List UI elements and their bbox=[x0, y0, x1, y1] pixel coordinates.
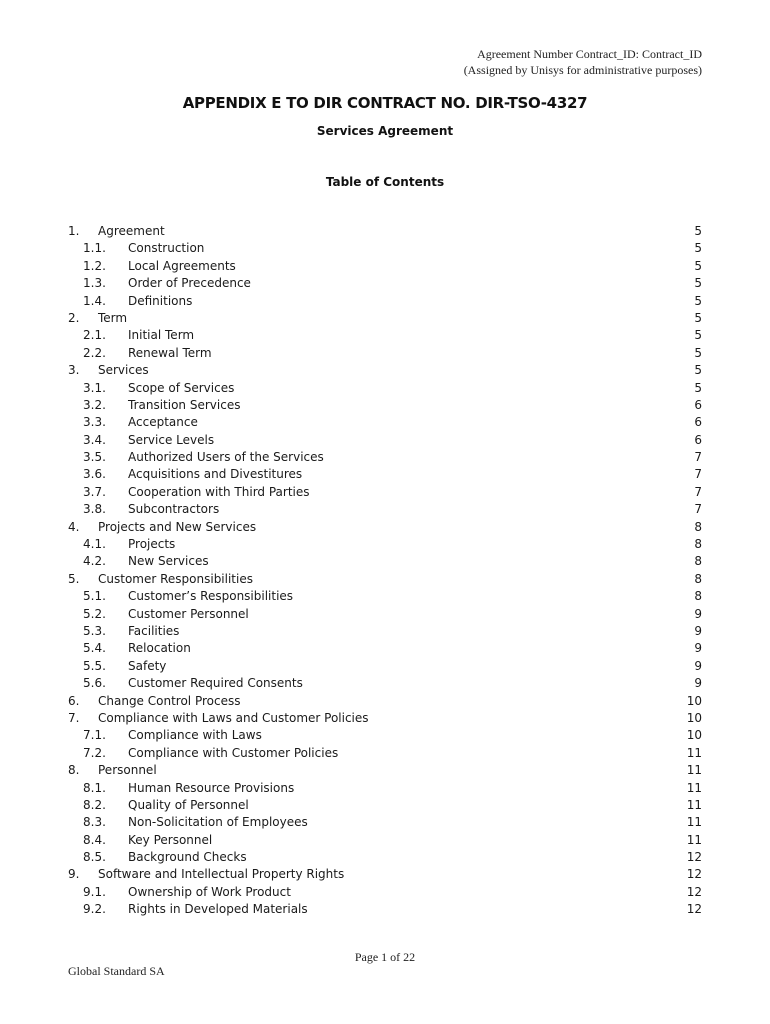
page-number: Page 1 of 22 bbox=[354, 950, 416, 964]
toc-entry-title[interactable]: Scope of Services bbox=[128, 380, 235, 395]
toc-subsection[interactable] bbox=[68, 327, 702, 344]
toc-entry-number: 7. bbox=[68, 710, 80, 725]
toc-subsection[interactable] bbox=[68, 849, 702, 866]
toc-entry-page: 6 bbox=[694, 397, 702, 412]
toc-entry-number: 1.2. bbox=[83, 258, 106, 273]
toc-entry-title[interactable]: Relocation bbox=[128, 641, 191, 656]
toc-entry-page: 8 bbox=[694, 537, 702, 552]
toc-subsection[interactable] bbox=[68, 884, 702, 901]
toc-entry-title[interactable]: Renewal Term bbox=[128, 345, 212, 360]
toc-entry-page: 8 bbox=[694, 571, 702, 586]
toc-entry-number: 1.1. bbox=[83, 241, 106, 256]
toc-entry-number: 5.6. bbox=[83, 676, 106, 691]
toc-subsection[interactable] bbox=[68, 536, 702, 553]
toc-subsection[interactable] bbox=[68, 293, 702, 310]
toc-entry-title[interactable]: Facilities bbox=[128, 623, 180, 638]
toc-entry-page: 9 bbox=[694, 641, 702, 656]
toc-entry-number: 5.4. bbox=[83, 641, 106, 656]
toc-entry-page: 5 bbox=[694, 224, 702, 238]
toc-entry-page: 11 bbox=[686, 797, 702, 812]
toc-entry-number: 3.7. bbox=[83, 484, 106, 499]
toc-entry-number: 4.2. bbox=[83, 554, 106, 569]
toc-subsection[interactable] bbox=[68, 484, 702, 501]
toc-entry-title[interactable]: Initial Term bbox=[128, 328, 195, 343]
toc-section[interactable] bbox=[68, 223, 702, 240]
toc-entry-title[interactable]: Personnel bbox=[98, 763, 157, 778]
toc-entry-title[interactable]: Human Resource Provisions bbox=[128, 780, 295, 795]
agreement-number: Agreement Number Contract_ID: Contract_ID bbox=[477, 47, 702, 61]
toc-subsection[interactable] bbox=[68, 814, 702, 831]
toc-subsection[interactable] bbox=[68, 832, 702, 849]
toc-entry-title[interactable]: Cooperation with Third Parties bbox=[128, 484, 310, 499]
toc-entry-title[interactable]: Acquisitions and Divestitures bbox=[128, 467, 303, 482]
toc-entry-page: 5 bbox=[694, 258, 702, 273]
toc-entry-title[interactable]: Customer’s Responsibilities bbox=[128, 589, 294, 604]
toc-entry-number: 3.2. bbox=[83, 397, 106, 412]
toc-entry-number: 8.1. bbox=[83, 780, 106, 795]
toc-section[interactable] bbox=[68, 362, 702, 379]
toc-entry-title[interactable]: Construction bbox=[128, 241, 205, 256]
toc-entry-number: 5.5. bbox=[83, 658, 106, 673]
toc-entry-page: 11 bbox=[686, 763, 702, 778]
toc-entry-title[interactable]: Projects bbox=[128, 537, 176, 552]
document-title: APPENDIX E TO DIR CONTRACT NO. DIR-TSO-4327 bbox=[182, 94, 588, 112]
toc-entry-number: 3.1. bbox=[83, 380, 106, 395]
toc-entry-title[interactable]: Definitions bbox=[128, 293, 193, 308]
toc-entry-number: 8.2. bbox=[83, 797, 106, 812]
toc-subsection[interactable] bbox=[68, 240, 702, 257]
toc-entry-page: 5 bbox=[694, 345, 702, 360]
toc-entry-page: 8 bbox=[694, 589, 702, 604]
toc-subsection[interactable] bbox=[68, 397, 702, 414]
toc-entry-title[interactable]: Customer Responsibilities bbox=[98, 571, 253, 586]
toc-entry-title[interactable]: Customer Personnel bbox=[128, 606, 249, 621]
toc-subsection[interactable] bbox=[68, 449, 702, 466]
toc-subsection[interactable] bbox=[68, 466, 702, 483]
toc-entry-title[interactable]: Agreement bbox=[98, 224, 165, 238]
toc-subsection[interactable] bbox=[68, 675, 702, 692]
toc-entry-page: 10 bbox=[686, 710, 702, 725]
toc-entry-page: 11 bbox=[686, 815, 702, 830]
assignment-note: (Assigned by Unisys for administrative purposes) bbox=[463, 63, 702, 77]
toc-entry-page: 9 bbox=[694, 623, 702, 638]
toc-entry-number: 3.3. bbox=[83, 415, 106, 430]
toc-entry-title[interactable]: Projects and New Services bbox=[98, 519, 257, 534]
toc-entry-number: 8.5. bbox=[83, 850, 106, 865]
toc-entry-number: 5.2. bbox=[83, 606, 106, 621]
toc-entry-page: 11 bbox=[686, 780, 702, 795]
toc-entry-number: 4.1. bbox=[83, 537, 106, 552]
toc-entry-number: 3.4. bbox=[83, 432, 106, 447]
toc-entry-title[interactable]: Quality of Personnel bbox=[128, 797, 249, 812]
toc-entry-number: 2.2. bbox=[83, 345, 106, 360]
toc-subsection[interactable] bbox=[68, 501, 702, 518]
toc-entry-page: 7 bbox=[694, 502, 702, 517]
toc-section[interactable] bbox=[68, 310, 702, 327]
toc-entry-page: 10 bbox=[686, 693, 702, 708]
toc-entry-number: 8. bbox=[68, 763, 80, 778]
toc-entry-page: 10 bbox=[686, 728, 702, 743]
toc-subsection[interactable] bbox=[68, 640, 702, 657]
toc-entry-page: 12 bbox=[686, 867, 702, 882]
toc-section[interactable] bbox=[68, 519, 702, 536]
toc-subsection[interactable] bbox=[68, 745, 702, 762]
toc-subsection[interactable] bbox=[68, 432, 702, 449]
toc-entry-page: 7 bbox=[694, 467, 702, 482]
toc-entry-title[interactable]: Customer Required Consents bbox=[128, 676, 303, 691]
toc-entry-page: 12 bbox=[686, 850, 702, 865]
toc-entry-page: 5 bbox=[694, 380, 702, 395]
toc-entry-number: 1. bbox=[68, 224, 80, 238]
toc-entry-number: 5.3. bbox=[83, 623, 106, 638]
toc-entry-title[interactable]: Rights in Developed Materials bbox=[128, 902, 308, 917]
toc-entry-title[interactable]: Key Personnel bbox=[128, 832, 213, 847]
toc-subsection[interactable] bbox=[68, 780, 702, 797]
toc-entry-title[interactable]: Software and Intellectual Property Rights bbox=[98, 867, 345, 882]
toc-subsection[interactable] bbox=[68, 606, 702, 623]
toc-entry-title[interactable]: Services bbox=[98, 363, 149, 378]
toc-subsection[interactable] bbox=[68, 380, 702, 397]
toc-section[interactable] bbox=[68, 710, 702, 727]
toc-entry-page: 12 bbox=[686, 902, 702, 917]
toc-entry-page: 6 bbox=[694, 415, 702, 430]
toc-subsection[interactable] bbox=[68, 553, 702, 570]
toc-entry-title[interactable]: Change Control Process bbox=[98, 693, 241, 708]
toc-subsection[interactable] bbox=[68, 901, 702, 918]
toc-heading: Table of Contents bbox=[325, 175, 445, 189]
toc-entry-title[interactable]: Transition Services bbox=[128, 397, 241, 412]
toc-subsection[interactable] bbox=[68, 275, 702, 292]
table-of-contents bbox=[68, 223, 702, 919]
toc-entry-title[interactable]: New Services bbox=[128, 554, 209, 569]
toc-entry-number: 9. bbox=[68, 867, 80, 882]
footer-company: Global Standard SA bbox=[68, 964, 165, 978]
toc-entry-page: 11 bbox=[686, 745, 702, 760]
toc-entry-number: 5.1. bbox=[83, 589, 106, 604]
toc-entry-number: 1.4. bbox=[83, 293, 106, 308]
toc-entry-page: 5 bbox=[694, 310, 702, 325]
toc-entry-number: 7.1. bbox=[83, 728, 106, 743]
toc-entry-page: 6 bbox=[694, 432, 702, 447]
toc-entry-number: 6. bbox=[68, 693, 80, 708]
toc-entry-title[interactable]: Term bbox=[98, 310, 128, 325]
toc-entry-title[interactable]: Service Levels bbox=[128, 432, 215, 447]
toc-subsection[interactable] bbox=[68, 623, 702, 640]
toc-entry-page: 8 bbox=[694, 554, 702, 569]
document-subtitle: Services Agreement bbox=[316, 124, 454, 138]
page-header bbox=[464, 46, 702, 78]
toc-entry-page: 9 bbox=[694, 606, 702, 621]
toc-entry-number: 9.2. bbox=[83, 902, 106, 917]
toc-entry-page: 5 bbox=[694, 328, 702, 343]
toc-entry-number: 3.6. bbox=[83, 467, 106, 482]
toc-entry-title[interactable]: Non-Solicitation of Employees bbox=[128, 815, 308, 830]
toc-section[interactable] bbox=[68, 693, 702, 710]
toc-entry-number: 3.5. bbox=[83, 450, 106, 465]
toc-entry-title[interactable]: Ownership of Work Product bbox=[128, 884, 291, 899]
toc-entry-page: 5 bbox=[694, 276, 702, 291]
toc-entry-title[interactable]: Subcontractors bbox=[128, 502, 220, 517]
toc-section[interactable] bbox=[68, 866, 702, 883]
toc-entry-title[interactable]: Compliance with Customer Policies bbox=[128, 745, 339, 760]
toc-subsection[interactable] bbox=[68, 797, 702, 814]
toc-entry-number: 1.3. bbox=[83, 276, 106, 291]
toc-entry-page: 5 bbox=[694, 293, 702, 308]
toc-entry-number: 2. bbox=[68, 310, 80, 325]
toc-entry-number: 3. bbox=[68, 363, 80, 378]
toc-entry-page: 5 bbox=[694, 363, 702, 378]
toc-entry-page: 5 bbox=[694, 241, 702, 256]
toc-subsection[interactable] bbox=[68, 414, 702, 431]
toc-entry-page: 7 bbox=[694, 484, 702, 499]
toc-entry-number: 4. bbox=[68, 519, 80, 534]
toc-entry-title[interactable]: Safety bbox=[128, 658, 167, 673]
toc-entry-number: 9.1. bbox=[83, 884, 106, 899]
toc-entry-number: 3.8. bbox=[83, 502, 106, 517]
toc-subsection[interactable] bbox=[68, 727, 702, 744]
toc-entry-title[interactable]: Order of Precedence bbox=[128, 276, 251, 291]
toc-subsection[interactable] bbox=[68, 658, 702, 675]
toc-entry-page: 9 bbox=[694, 676, 702, 691]
toc-entry-page: 12 bbox=[686, 884, 702, 899]
toc-entry-page: 8 bbox=[694, 519, 702, 534]
toc-entry-page: 11 bbox=[686, 832, 702, 847]
toc-entry-title[interactable]: Compliance with Laws and Customer Policies bbox=[98, 710, 369, 725]
toc-entry-number: 8.4. bbox=[83, 832, 106, 847]
toc-section[interactable] bbox=[68, 762, 702, 779]
toc-entry-page: 9 bbox=[694, 658, 702, 673]
toc-subsection[interactable] bbox=[68, 345, 702, 362]
toc-subsection[interactable] bbox=[68, 588, 702, 605]
toc-entry-title[interactable]: Local Agreements bbox=[128, 258, 236, 273]
toc-entry-title[interactable]: Acceptance bbox=[128, 415, 198, 430]
toc-section[interactable] bbox=[68, 571, 702, 588]
toc-entry-title[interactable]: Background Checks bbox=[128, 850, 247, 865]
toc-entry-page: 7 bbox=[694, 450, 702, 465]
toc-entry-number: 5. bbox=[68, 571, 80, 586]
toc-entry-number: 2.1. bbox=[83, 328, 106, 343]
toc-entry-title[interactable]: Authorized Users of the Services bbox=[128, 450, 324, 465]
toc-entry-number: 8.3. bbox=[83, 815, 106, 830]
toc-entry-title[interactable]: Compliance with Laws bbox=[128, 728, 262, 743]
toc-entry-number: 7.2. bbox=[83, 745, 106, 760]
toc-subsection[interactable] bbox=[68, 258, 702, 275]
